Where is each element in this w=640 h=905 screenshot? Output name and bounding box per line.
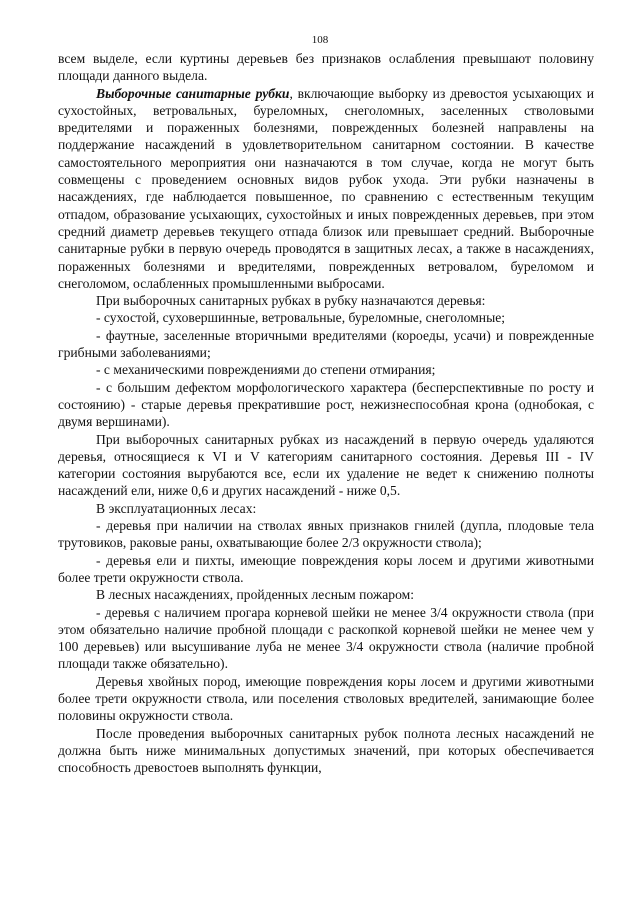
page-number: 108 [311,34,329,46]
list-item-faulty-trees: - фаутные, заселенные вторичными вредителями (короеды, усачи) и поврежденные грибными заболеваниями; [58,327,594,361]
paragraph-text: , включающие выборку из древостоя усыхающих и сухостойных, ветровальных, буреломных, снеголомных, заселенных стволовыми вредителями и пораженных болезнями, поврежденных болезней направлены на поддержание насаждений в удовлетворительном санитарном состоянии. В качестве самостоятельного мероприятия они назначаются в том случае, когда не могут быть совмещены с проведением основных видов рубок ухода. Эти рубки назначены в насаждениях, где наблюдается повышенное, по сравнению с естественным текущим отпадом, образование усыхающих, сухостойных и иных поврежденных деревьев, при этом средний диаметр деревьев текущего отпада близок или превышает средний. Выборочные санитарные рубки в первую очередь проводятся в защитных лесах, а также в насаждениях, пораженных болезнями и вредителями, поврежденных ветровалом, буреломом и снеголомом, ослабленных промышленными выбросами. [58,85,594,291]
list-item-bark-damage: - деревья ели и пихты, имеющие повреждения коры лосем и другими животными более трети окружности ствола. [58,552,594,585]
paragraph-categories: При выборочных санитарных рубках из насаждений в первую очередь удаляются деревья, относящиеся к VI и V категориям санитарного состояния. Деревья III - IV категории состояния вырубаются все, если их удаление не ведет к снижению полноты насаждений ели, ниже 0,6 и других насаждений - ниже 0,5. [58,431,594,499]
list-item-dry-trees: - сухостой, суховершинные, ветровальные, буреломные, снеголомные; [96,310,506,326]
paragraph-fire-stands: В лесных насаждениях, пройденных лесным пожаром: [96,587,414,603]
paragraph-after-cuttings: После проведения выборочных санитарных рубок полнота лесных насаждений не должна быть ниже минимальных допустимых значений, при которых обеспечивается способность древостоев выполнять функции, [58,725,594,776]
paragraph-exploitation-forests: В эксплуатационных лесах: [96,500,257,516]
paragraph-conifers: Деревья хвойных пород, имеющие повреждения коры лосем и другими животными более трети окружности ствола, или поселения стволовых вредителей, занимающие более половины окружности ствола. [58,673,594,724]
list-item-mechanical-damage: - с механическими повреждениями до степени отмирания; [96,362,436,378]
list-item-morphological-defect: - с большим дефектом морфологического характера (бесперспективные по росту и состоянию) - старые деревья прекратившие рост, нежизнеспособная крона (однобокая, с двумя вершинами). [58,379,594,430]
term-selective-sanitary-cuttings: Выборочные санитарные рубки [96,85,290,101]
document-body [58,50,594,776]
paragraph-selective-cuttings [58,85,594,293]
paragraph-continuation: всем выделе, если куртины деревьев без признаков ослабления превышают половину площади данного выдела. [58,51,594,84]
list-item-root-collar-burn: - деревья с наличием прогара корневой шейки не менее 3/4 окружности ствола (при этом обязательно наличие пробной площади с раскопкой корневой шейки не менее чем у 100 деревьев) или высушивание луба не менее 3/4 окружности ствола (наличие пробной площади также обязательно). [58,604,594,672]
paragraph-trees-assigned: При выборочных санитарных рубках в рубку назначаются деревья: [96,293,486,309]
list-item-rot-signs: - деревья при наличии на стволах явных признаков гнилей (дупла, плодовые тела трутовиков, раковые раны, охватывающие более 2/3 окружности ствола); [58,518,594,551]
